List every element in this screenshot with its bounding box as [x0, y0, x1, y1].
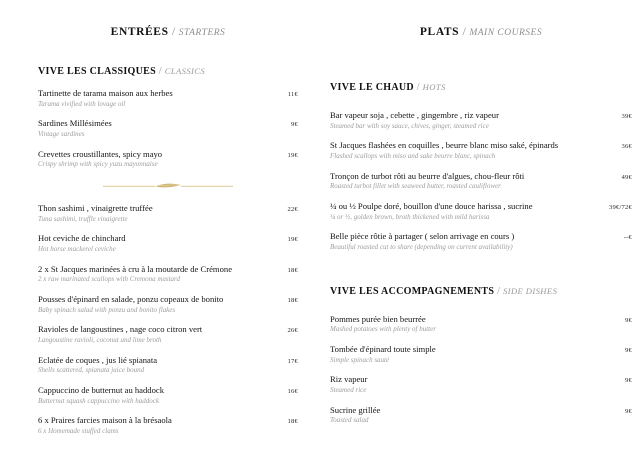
section-heading-hots — [330, 82, 632, 93]
menu-item-price: 9€ — [625, 346, 632, 354]
menu-item-name: Riz vapeur — [330, 374, 368, 385]
menu-item-name: Tartinette de tarama maison aux herbes — [38, 88, 173, 98]
menu-item-description: 2 x raw marinated scallops with Cremona mustard — [38, 275, 181, 284]
menu-item-description: Crispy shrimp with spicy yuzu mayonnaise — [38, 160, 158, 169]
menu-item-description: ¼ or ½, golden brown, broth thickened with mild harissa — [330, 212, 490, 221]
leaf-ornament-divider-icon — [38, 179, 298, 193]
menu-item-description: Shells scattered, spianata juice bound — [38, 366, 145, 375]
menu-item — [38, 264, 298, 285]
main-courses-title-separator: / — [462, 26, 466, 38]
section-heading-hots-separator: / — [416, 82, 420, 93]
menu-item-price: 36€ — [621, 143, 632, 151]
main-courses-title-fr: PLATS — [419, 26, 460, 38]
menu-item — [330, 344, 632, 365]
menu-item-name: Ravioles de langoustines , nage coco citron vert — [38, 324, 203, 335]
menu-item-price: 9€ — [625, 407, 632, 415]
menu-item-description: Tarama vivified with lovage oil — [38, 99, 126, 108]
menu-item — [38, 203, 298, 224]
section-heading-hots-en: HOTS — [422, 82, 446, 92]
menu-item-price: 39€/72€ — [608, 203, 632, 211]
menu-item-description: Simple spinach sauté — [330, 355, 390, 364]
menu-item — [38, 294, 298, 315]
page-title-main-courses — [330, 26, 632, 38]
menu-item — [330, 140, 632, 161]
menu-item-description: Hot horse mackerel ceviche — [38, 245, 116, 254]
section-heading-classics — [38, 66, 298, 77]
menu-item-name: 6 x Praires farcies maison à la brésaola — [38, 415, 172, 426]
section-classics — [38, 66, 298, 169]
menu-item-description: Roasted turbot fillet with seaweed butter, roasted cauliflower — [330, 182, 501, 191]
menu-item — [330, 110, 632, 131]
menu-item-name: Bar vapeur soja , cebette , gingembre , riz vapeur — [330, 110, 499, 120]
menu-item-description: Steamed rice — [330, 386, 367, 395]
menu-item-description: Beautiful roasted cut to share (depending on current availability) — [330, 243, 513, 252]
menu-item-price: 22€ — [287, 205, 298, 213]
section-heading-side-dishes-en: SIDE DISHES — [502, 285, 558, 296]
menu-item — [330, 171, 632, 192]
menu-item-name: Eclatée de coques , jus lié spianata — [38, 354, 158, 365]
menu-item-price: 9€ — [625, 377, 632, 385]
menu-item — [330, 314, 632, 335]
menu-item — [330, 231, 632, 252]
starters-title-fr: ENTRÉES — [110, 26, 169, 38]
menu-item-price: --€ — [623, 234, 632, 242]
menu-item-name: Sucrine grillée — [330, 404, 381, 415]
menu-item-description: Baby spinach salad with ponzu and bonito flakes — [38, 305, 176, 314]
menu-item — [38, 355, 298, 376]
menu-item-price: 19€ — [287, 151, 298, 159]
menu-item-price: 17€ — [287, 357, 298, 365]
menu-item-name: 2 x St Jacques marinées à cru à la moutarde de Crémone — [38, 263, 233, 274]
menu-item-name: Thon sashimi , vinaigrette truffée — [38, 202, 153, 213]
menu-item-name: Sardines Millésimées — [38, 118, 112, 129]
menu-item-price: 26€ — [287, 327, 298, 335]
menu-item — [38, 415, 298, 436]
menu-item-description: Butternut squash cappuccino with haddock — [38, 396, 159, 405]
menu-item-price: 9€ — [291, 121, 298, 129]
menu-item-name: Pousses d'épinard en salade, ponzu copeaux de bonito — [38, 293, 224, 304]
menu-item-description: Flashed scallops with miso and sake beurre blanc, spinach — [330, 152, 496, 161]
menu-item — [38, 118, 298, 139]
menu-item-description: 6 x Homemade stuffed clams — [38, 427, 119, 436]
section-heading-classics-fr: VIVE LES CLASSIQUES — [38, 66, 156, 77]
menu-item-description: Tuna sashimi, truffle vinaigrette — [38, 214, 128, 223]
section-heading-classics-en: CLASSICS — [164, 66, 206, 76]
menu-item-name: Tronçon de turbot rôti au beurre d'algues, chou-fleur rôti — [330, 170, 525, 181]
menu-item-price: 18€ — [287, 296, 298, 304]
menu-item-description: Steamed bar with soy sauce, chives, ginger, steamed rice — [330, 121, 489, 130]
section-side-dishes — [330, 286, 632, 426]
menu-item-description: Mashed potatoes with plenty of butter — [330, 325, 436, 334]
starters-title-en: STARTERS — [178, 28, 226, 38]
starters-title-separator: / — [172, 26, 176, 38]
menu-item — [330, 374, 632, 395]
menu-item-name: Crevettes croustillantes, spicy mayo — [38, 148, 163, 159]
menu-item — [38, 149, 298, 170]
menu-item — [38, 233, 298, 254]
menu-item-description: Langoustine ravioli, coconut and lime broth — [38, 336, 162, 345]
section-classics-continued — [38, 203, 298, 436]
menu-item-name: Pommes purée bien beurrée — [330, 313, 426, 324]
page-title-starters — [38, 26, 298, 38]
menu-item-price: 19€ — [287, 236, 298, 244]
menu-item-name: Cappuccino de butternut au haddock — [38, 384, 165, 395]
menu-item-description: Vintage sardines — [38, 130, 85, 139]
section-heading-hots-fr: VIVE LE CHAUD — [330, 82, 414, 93]
menu-item — [38, 385, 298, 406]
menu-item-name: St Jacques flashées en coquilles , beurre blanc miso saké, épinards — [330, 140, 559, 151]
menu-item-name: Tombée d'épinard toute simple — [330, 343, 436, 354]
menu-item-description: Toasted salad — [330, 416, 369, 425]
section-hots — [330, 82, 632, 252]
menu-item-price: 49€ — [621, 173, 632, 181]
menu-item-name: Belle pièce rôtie à partager ( selon arrivage en cours ) — [330, 231, 515, 242]
menu-item-name: Hot ceviche de chinchard — [38, 233, 126, 244]
menu-item-price: 16€ — [287, 387, 298, 395]
main-courses-column — [320, 0, 640, 452]
main-courses-title-en: MAIN COURSES — [469, 28, 543, 38]
menu-item-price: 11€ — [287, 91, 298, 98]
section-heading-classics-separator: / — [158, 66, 162, 77]
menu-item — [330, 201, 632, 222]
section-heading-side-dishes-fr: VIVE LES ACCOMPAGNEMENTS — [330, 285, 495, 297]
menu-item-price: 18€ — [287, 418, 298, 426]
menu-item — [38, 88, 298, 109]
menu-item-price: 39€ — [621, 113, 632, 120]
menu-item-price: 9€ — [625, 316, 632, 324]
menu-item-price: 18€ — [287, 266, 298, 274]
section-heading-side-dishes-separator: / — [497, 285, 501, 297]
menu-item-name: ¼ ou ½ Poulpe doré, bouillon d'une douce harissa , sucrine — [330, 200, 533, 211]
section-heading-side-dishes — [330, 286, 632, 297]
menu-item — [330, 405, 632, 426]
menu-item — [38, 324, 298, 345]
